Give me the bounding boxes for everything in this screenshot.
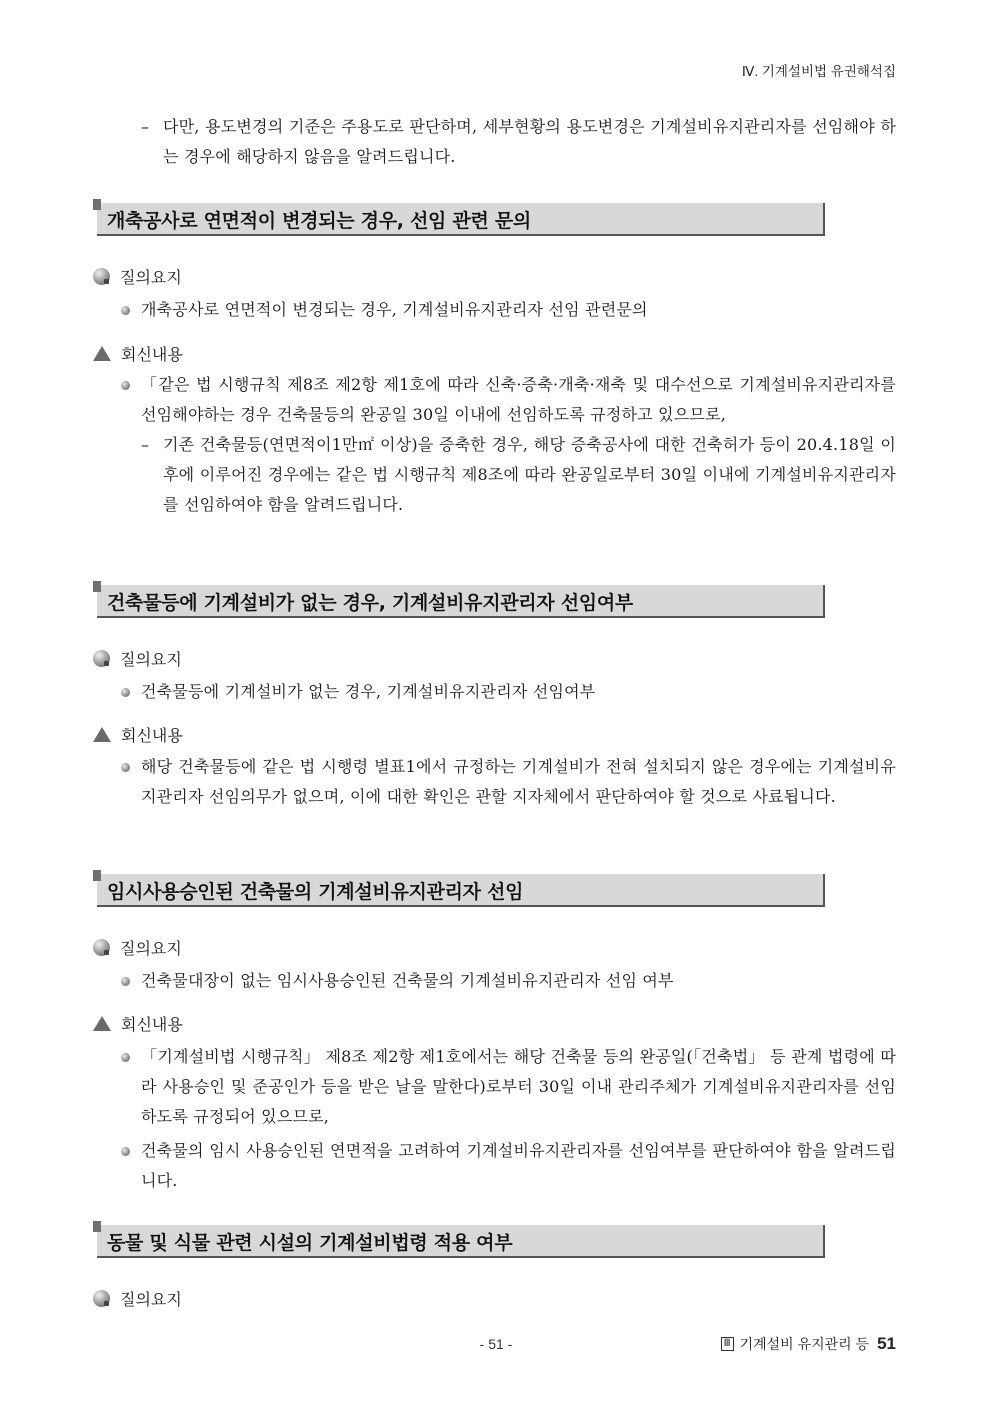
section-heading-1 [93, 203, 831, 237]
answer-text: 해당 건축물등에 같은 법 시행령 별표1에서 규정하는 기계설비가 전혀 설치되지 않은 경우에는 기계설비유지관리자 선임의무가 없으며, 이에 대한 확인은 관할 지자체에서 판단하여야 할 것으로 사료됩니다. [141, 757, 896, 806]
answer-item [0, 752, 992, 812]
chapter-mark: Ⅲ [721, 1337, 734, 1351]
round-bullet-icon [121, 381, 130, 390]
answer-label-row [93, 1010, 183, 1036]
answer-label: 회신내용 [121, 344, 183, 364]
page-number-center: - 51 - [479, 1336, 513, 1352]
round-bullet-icon [121, 763, 130, 772]
question-item [0, 295, 992, 325]
section-heading-2 [93, 585, 831, 619]
dash-marker: – [141, 435, 150, 454]
round-bullet-icon [121, 306, 130, 315]
question-text: 건축물대장이 없는 임시사용승인된 건축물의 기계설비유지관리자 선임 여부 [141, 971, 674, 990]
dash-marker: – [141, 117, 150, 136]
question-label: 질의요지 [120, 1289, 182, 1309]
section-title: 동물 및 식물 관련 시설의 기계설비법령 적용 여부 [107, 1232, 513, 1254]
section-heading-3 [93, 874, 831, 908]
answer-item [0, 1042, 992, 1196]
triangle-icon [93, 346, 111, 361]
question-label: 질의요지 [120, 938, 182, 958]
answer-text: 「같은 법 시행규칙 제8조 제2항 제1호에 따라 신축·증축·개축·재축 및 대수선으로 기계설비유지관리자를 선임해야하는 경우 건축물등의 완공일 30일 이내에 선임하도록 규정하고 있으므로, [141, 375, 896, 424]
answer-label-row [93, 721, 183, 747]
answer-subtext: 기존 건축물등(연면적이1만㎡ 이상)을 증축한 경우, 해당 증축공사에 대한 건축허가 등이 20.4.18일 이후에 이루어진 경우에는 같은 법 시행규칙 제8조에 따라 완공일로부터 30일 이내에 기계설비유지관리자를 선임하여야 함을 알려드립니다. [163, 435, 896, 514]
page-number: 51 [877, 1334, 896, 1353]
triangle-icon [93, 727, 111, 742]
heading-square-icon [93, 581, 101, 592]
question-label-row [93, 263, 182, 289]
question-text: 개축공사로 연면적이 변경되는 경우, 기계설비유지관리자 선임 관련문의 [141, 300, 648, 319]
round-bullet-icon [121, 1053, 130, 1062]
answer-text: 「기계설비법 시행규칙」 제8조 제2항 제1호에서는 해당 건축물 등의 완공일(「건축법」 등 관계 법령에 따라 사용승인 및 준공인가 등을 받은 날을 말한다)로부터 30일 이내 관리주체가 기계설비유지관리자를 선임하도록 규정되어 있으므로, [141, 1047, 896, 1126]
question-label-row [93, 645, 182, 671]
section-title: 개축공사로 연면적이 변경되는 경우, 선임 관련 문의 [107, 210, 531, 232]
section-title: 건축물등에 기계설비가 없는 경우, 기계설비유지관리자 선임여부 [107, 592, 633, 614]
footer-chapter [721, 1334, 896, 1354]
intro-paragraph [0, 112, 992, 172]
heading-square-icon [93, 1221, 101, 1232]
answer-item [0, 370, 992, 520]
answer-label-row [93, 340, 183, 366]
answer-text-2: 건축물의 임시 사용승인된 연면적을 고려하여 기계설비유지관리자를 선임여부를 판단하여야 함을 알려드립니다. [141, 1141, 896, 1190]
question-label-row [93, 934, 182, 960]
q-bubble-icon [93, 939, 110, 956]
question-text: 건축물등에 기계설비가 없는 경우, 기계설비유지관리자 선임여부 [141, 682, 596, 701]
round-bullet-icon [121, 688, 130, 697]
heading-square-icon [93, 870, 101, 881]
question-label: 질의요지 [120, 267, 182, 287]
heading-square-icon [93, 199, 101, 210]
question-item [0, 966, 992, 996]
running-title: Ⅳ. 기계설비법 유권해석집 [741, 64, 896, 79]
answer-label: 회신내용 [121, 725, 183, 745]
answer-label: 회신내용 [121, 1014, 183, 1034]
intro-text: 다만, 용도변경의 기준은 주용도로 판단하며, 세부현황의 용도변경은 기계설비유지관리자를 선임해야 하는 경우에 해당하지 않음을 알려드립니다. [163, 117, 896, 166]
question-label: 질의요지 [120, 649, 182, 669]
chapter-title: 기계설비 유지관리 등 [739, 1336, 870, 1352]
question-label-row [93, 1285, 182, 1311]
q-bubble-icon [93, 268, 110, 285]
question-item [0, 677, 992, 707]
section-title: 임시사용승인된 건축물의 기계설비유지관리자 선임 [107, 881, 524, 903]
section-heading-4 [93, 1225, 831, 1259]
q-bubble-icon [93, 1290, 110, 1307]
round-bullet-icon [121, 1147, 130, 1156]
q-bubble-icon [93, 650, 110, 667]
round-bullet-icon [121, 977, 130, 986]
triangle-icon [93, 1016, 111, 1031]
